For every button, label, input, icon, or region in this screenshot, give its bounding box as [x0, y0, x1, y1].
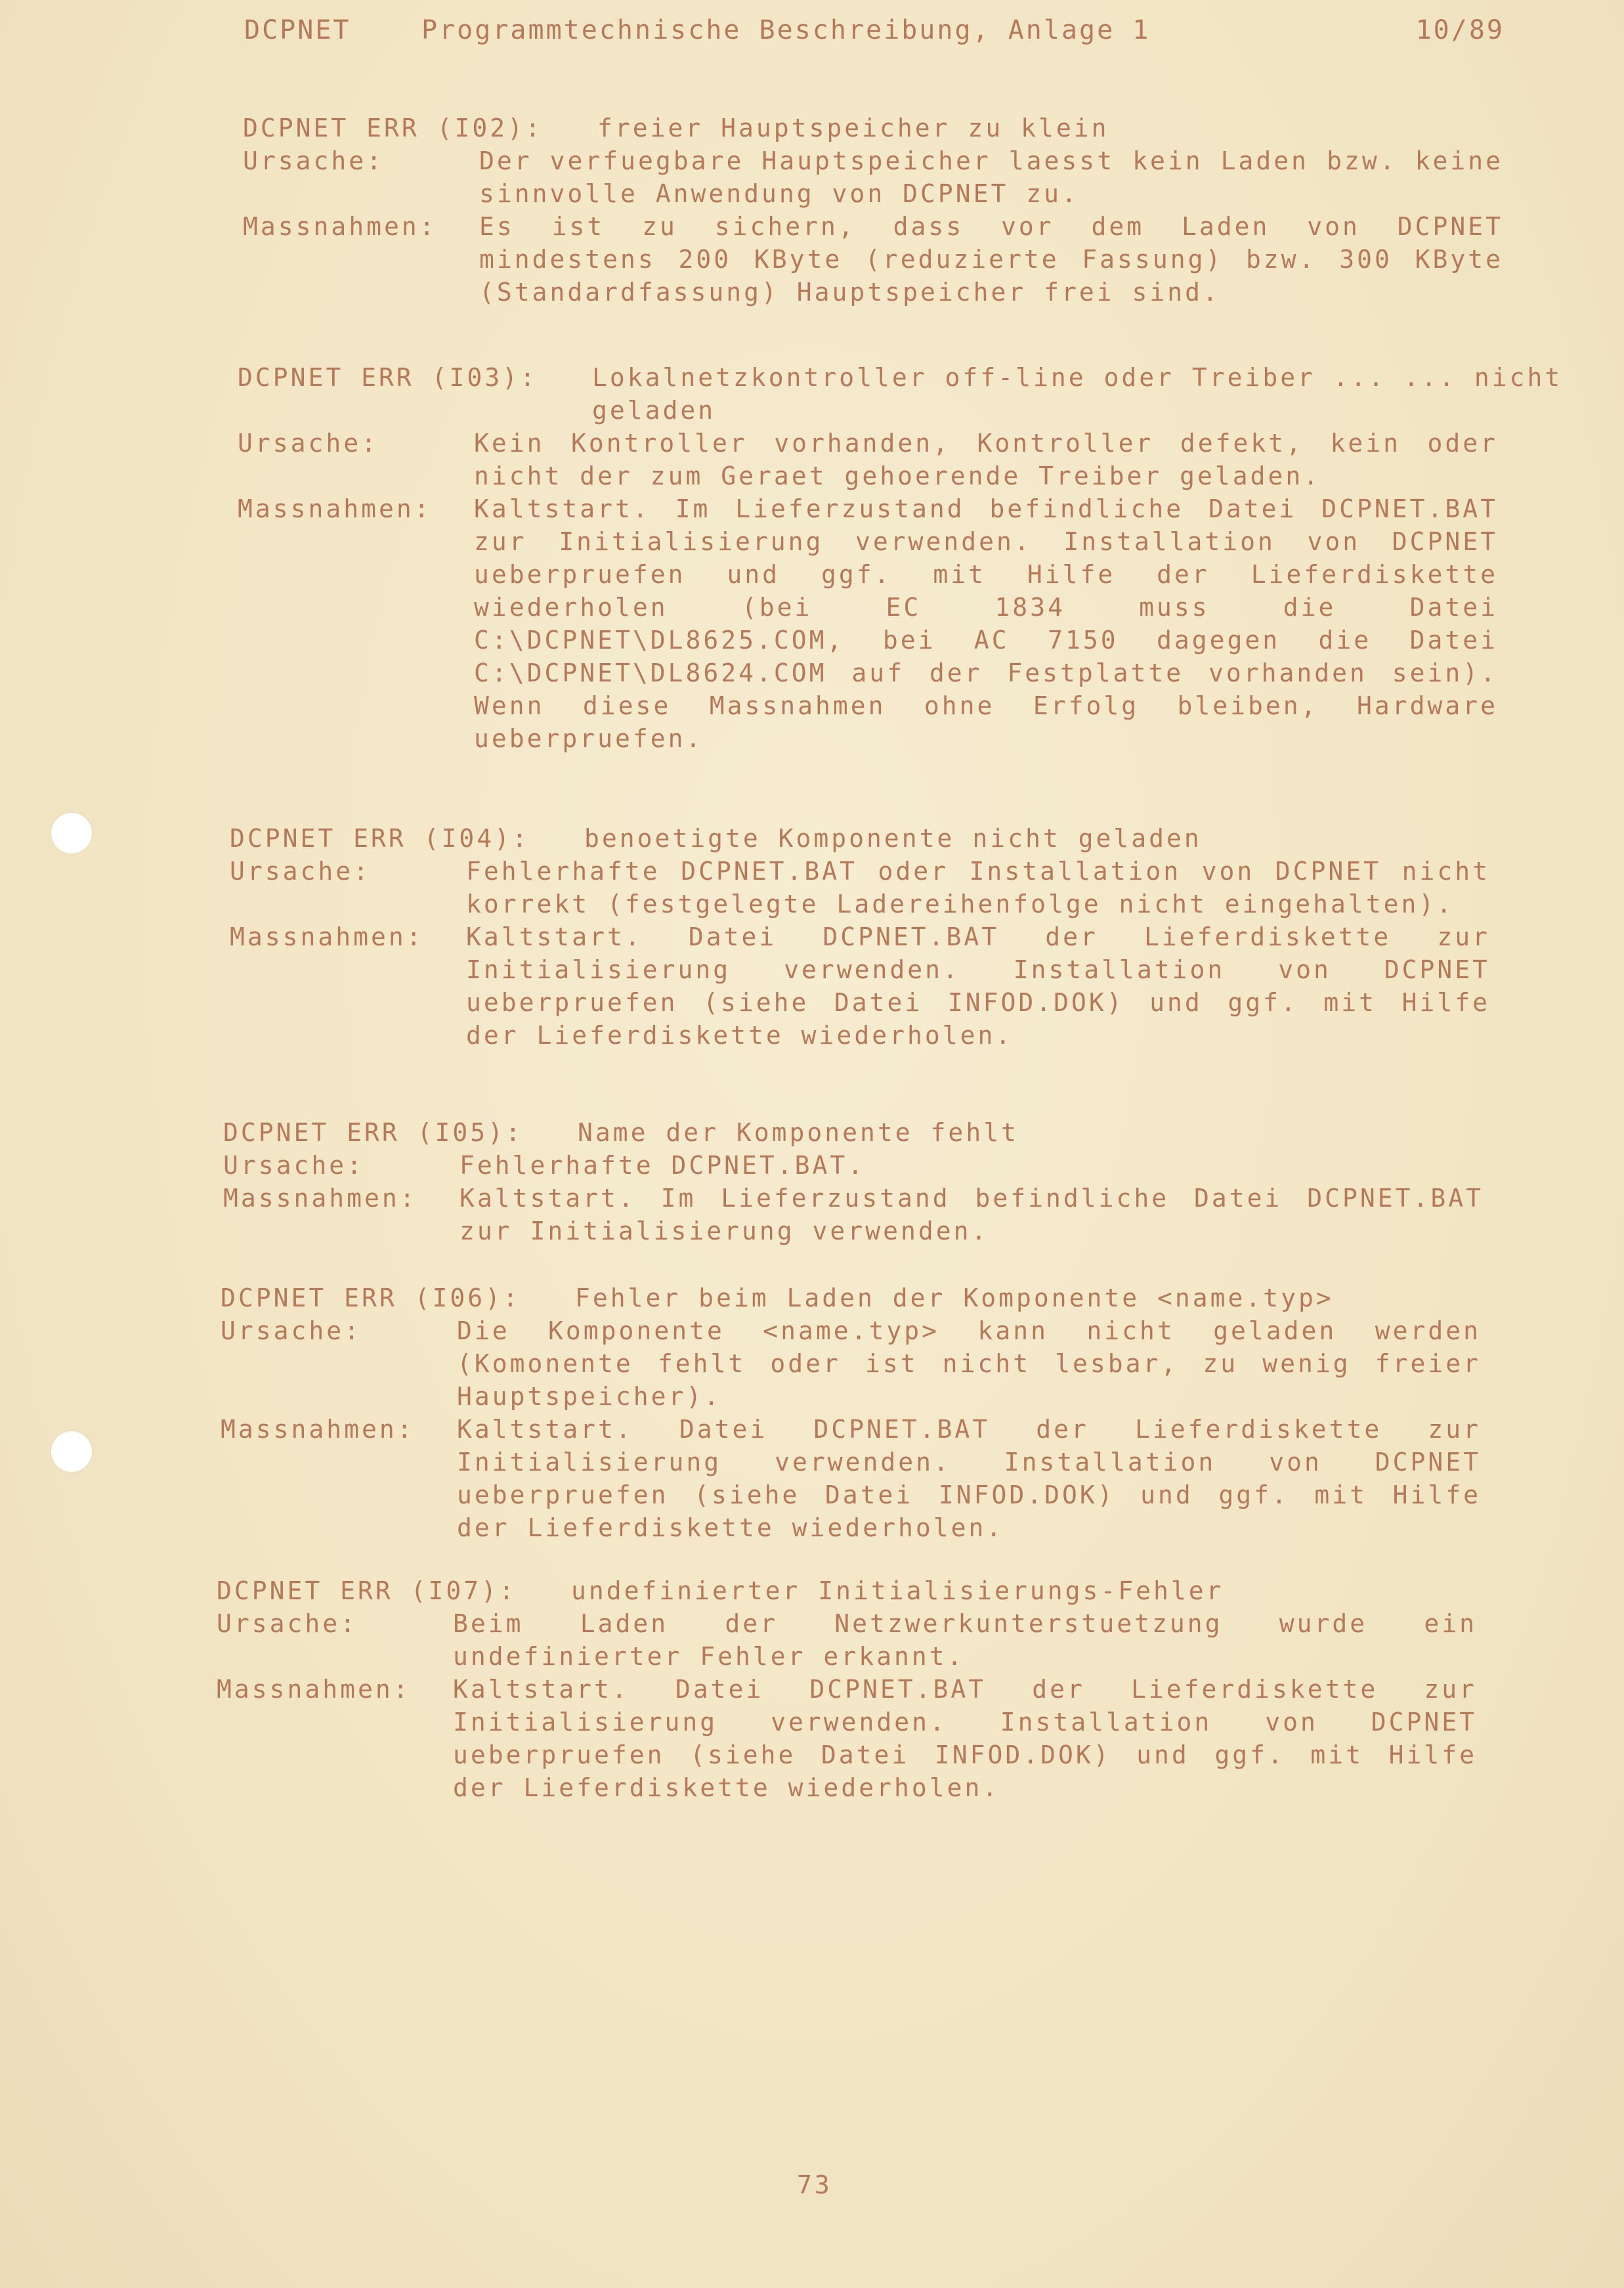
- error-heading: [243, 112, 1529, 144]
- measures-text: Kaltstart. Datei DCPNET.BAT der Lieferdiskette zur Initialisierung verwenden. Installation von DCPNET ueberpruefen (siehe Datei INFOD.DOK) und ggf. mit Hilfe der Lieferdiskette wiederholen.: [453, 1675, 1477, 1802]
- cause-row: [238, 427, 1524, 492]
- measures-label: Massnahmen:: [221, 1415, 415, 1444]
- error-code: DCPNET ERR (I02):: [243, 114, 543, 142]
- measures-label: Massnahmen:: [238, 494, 432, 523]
- error-title: Fehler beim Laden der Komponente <name.typ>: [575, 1284, 1334, 1312]
- cause-text: Fehlerhafte DCPNET.BAT oder Installation von DCPNET nicht korrekt (festgelegte Ladereihenfolge nicht eingehalten).: [466, 857, 1490, 918]
- error-entry: [230, 822, 1516, 1052]
- cause-label: Ursache:: [243, 146, 385, 175]
- punch-hole: [51, 813, 92, 853]
- cause-text: Die Komponente <name.typ> kann nicht geladen werden (Komonente fehlt oder ist nicht lesbar, zu wenig freier Hauptspeicher).: [457, 1316, 1481, 1411]
- header-title: Programmtechnische Beschreibung, Anlage 1: [421, 15, 1151, 45]
- error-code: DCPNET ERR (I07):: [217, 1576, 517, 1605]
- error-heading: [217, 1574, 1503, 1607]
- error-entry: [221, 1282, 1507, 1544]
- measures-row: [221, 1413, 1507, 1544]
- cause-label: Ursache:: [230, 857, 372, 886]
- cause-row: [243, 144, 1529, 210]
- error-code: DCPNET ERR (I03):: [238, 363, 538, 392]
- error-code: DCPNET ERR (I04):: [230, 824, 530, 853]
- cause-text: Beim Laden der Netzwerkunterstuetzung wurde ein undefinierter Fehler erkannt.: [453, 1609, 1477, 1671]
- measures-text: Kaltstart. Datei DCPNET.BAT der Lieferdiskette zur Initialisierung verwenden. Installation von DCPNET ueberpruefen (siehe Datei INFOD.DOK) und ggf. mit Hilfe der Lieferdiskette wiederholen.: [457, 1415, 1481, 1542]
- cause-text: Fehlerhafte DCPNET.BAT.: [459, 1151, 866, 1180]
- measures-label: Massnahmen:: [243, 212, 437, 241]
- measures-text: Kaltstart. Datei DCPNET.BAT der Lieferdiskette zur Initialisierung verwenden. Installation von DCPNET ueberpruefen (siehe Datei INFOD.DOK) und ggf. mit Hilfe der Lieferdiskette wiederholen.: [466, 922, 1490, 1050]
- error-heading: [230, 822, 1516, 855]
- cause-label: Ursache:: [223, 1151, 365, 1180]
- cause-text: Der verfuegbare Hauptspeicher laesst kein Laden bzw. keine sinnvolle Anwendung von DCPNET zu.: [479, 146, 1503, 208]
- measures-label: Massnahmen:: [217, 1675, 411, 1704]
- error-title: Lokalnetzkontroller off-line oder Treiber ... ... nicht geladen: [592, 363, 1563, 425]
- cause-row: [221, 1314, 1507, 1413]
- measures-label: Massnahmen:: [230, 922, 424, 951]
- error-title: freier Hauptspeicher zu klein: [597, 114, 1109, 142]
- error-heading: [221, 1282, 1507, 1314]
- error-title: Name der Komponente fehlt: [578, 1118, 1019, 1147]
- error-entry: [243, 112, 1529, 309]
- cause-row: [230, 855, 1516, 920]
- header-product: DCPNET: [244, 15, 351, 45]
- error-code: DCPNET ERR (I05):: [223, 1118, 523, 1147]
- header-date: 10/89: [1415, 15, 1505, 45]
- error-entry: [217, 1574, 1503, 1804]
- error-title: undefinierter Initialisierungs-Fehler: [571, 1576, 1224, 1605]
- measures-text: Es ist zu sichern, dass vor dem Laden von DCPNET mindestens 200 KByte (reduzierte Fassung) bzw. 300 KByte (Standardfassung) Hauptspeicher frei sind.: [479, 212, 1503, 307]
- measures-label: Massnahmen:: [223, 1184, 417, 1213]
- measures-row: [230, 920, 1516, 1052]
- cause-text: Kein Kontroller vorhanden, Kontroller defekt, kein oder nicht der zum Geraet gehoerende Treiber geladen.: [474, 429, 1498, 490]
- cause-row: [217, 1607, 1503, 1673]
- error-title: benoetigte Komponente nicht geladen: [584, 824, 1202, 853]
- measures-row: [243, 210, 1529, 309]
- measures-row: [238, 492, 1524, 755]
- cause-row: [223, 1149, 1510, 1182]
- measures-row: [223, 1182, 1510, 1247]
- error-code: DCPNET ERR (I06):: [221, 1284, 521, 1312]
- cause-label: Ursache:: [221, 1316, 362, 1345]
- measures-row: [217, 1673, 1503, 1804]
- error-heading: [223, 1116, 1510, 1149]
- error-heading: [238, 361, 1563, 427]
- measures-text: Kaltstart. Im Lieferzustand befindliche Datei DCPNET.BAT zur Initialisierung verwenden. Installation von DCPNET ueberpruefen und ggf. mit Hilfe der Lieferdiskette wiederholen (bei EC 1834 muss die Datei C:\DCPNET\DL8625.COM, bei AC 7150 dagegen die Datei C:\DCPNET\DL8624.COM auf der Festplatte vorhanden sein). Wenn diese Massnahmen ohne Erfolg bleiben, Hardware ueberpruefen.: [474, 494, 1498, 753]
- page-number: 73: [797, 2170, 832, 2199]
- cause-label: Ursache:: [238, 429, 379, 458]
- punch-hole: [51, 1431, 92, 1472]
- error-entry: [223, 1116, 1510, 1247]
- measures-text: Kaltstart. Im Lieferzustand befindliche Datei DCPNET.BAT zur Initialisierung verwenden.: [459, 1184, 1484, 1245]
- error-entry: [238, 361, 1563, 755]
- cause-label: Ursache:: [217, 1609, 358, 1638]
